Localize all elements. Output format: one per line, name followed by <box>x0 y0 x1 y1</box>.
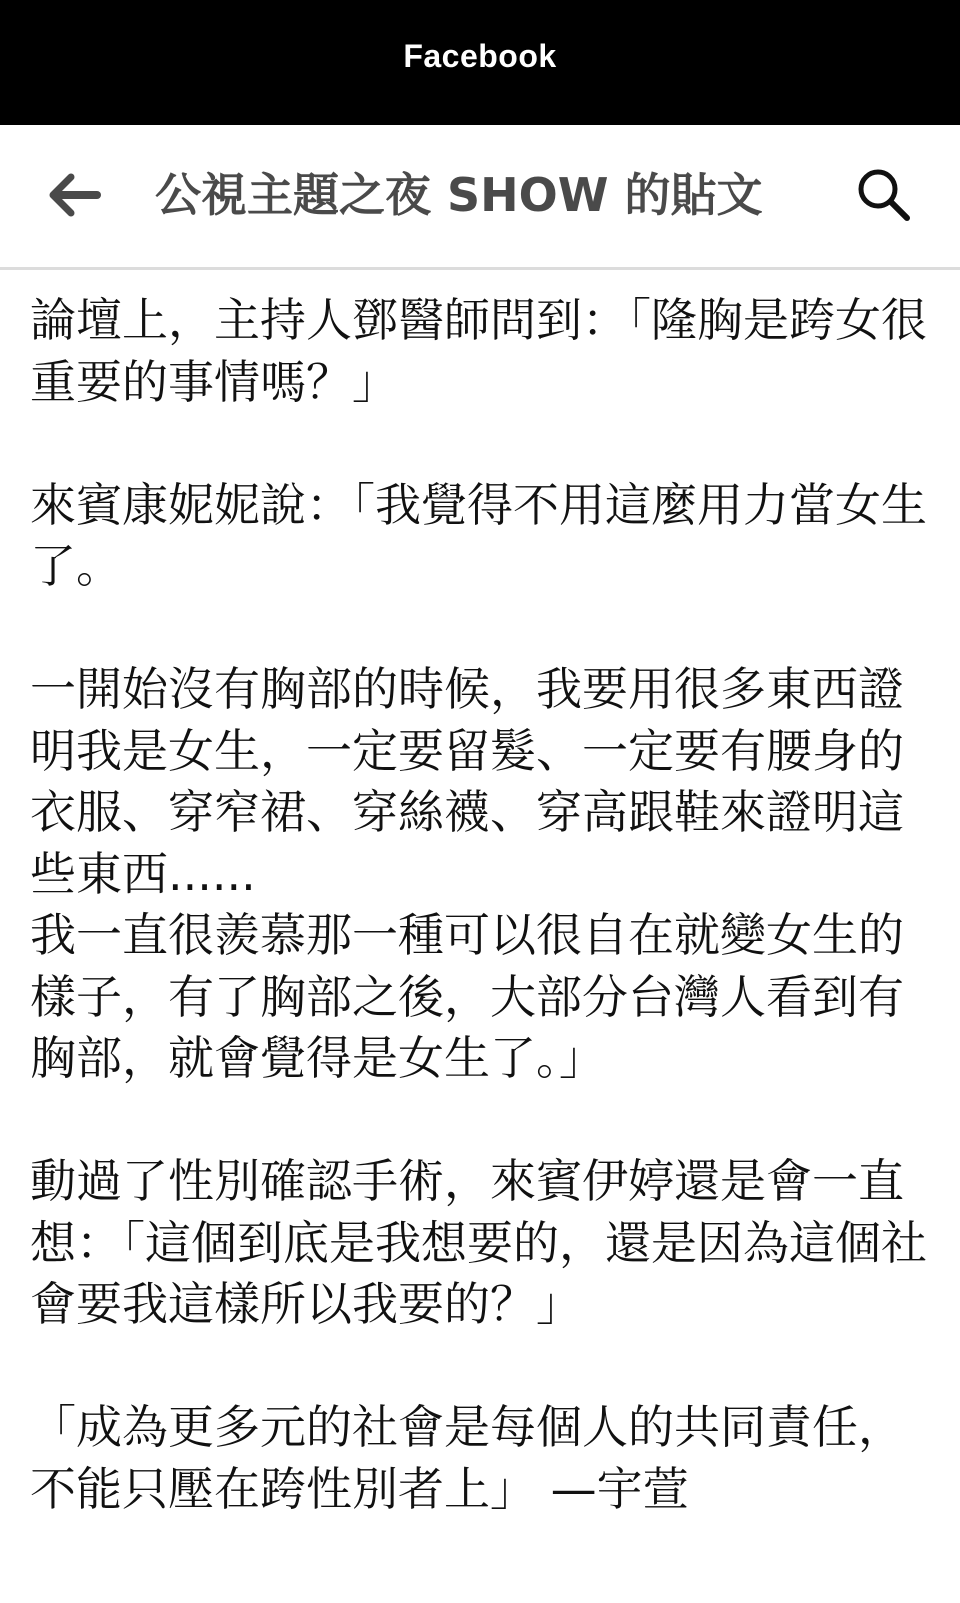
post-paragraph-5: 「成為更多元的社會是每個人的共同責任，不能只壓在跨性別者上」 —宇萱 <box>30 1400 904 1516</box>
search-button[interactable] <box>852 163 916 227</box>
page-title: 公視主題之夜 SHOW 的貼文 <box>155 168 763 222</box>
back-button[interactable] <box>44 165 104 225</box>
paragraph-spacer <box>30 413 935 475</box>
search-icon <box>855 166 913 224</box>
paragraph-spacer <box>30 598 935 660</box>
page-header <box>0 125 960 270</box>
status-bar <box>0 0 960 125</box>
paragraph-spacer <box>30 1336 935 1398</box>
post-body <box>30 290 935 1520</box>
post-paragraph-3: 一開始沒有胸部的時候，我要用很多東西證明我是女生，一定要留髮、一定要有腰身的衣服、穿窄裙、穿絲襪、穿高跟鞋來證明這些東西...... 我一直很羨慕那一種可以很自在就變女生的樣子，有了胸部之後，大部分台灣人看到有胸部，就會覺得是女生了。」 <box>30 662 904 1085</box>
post-paragraph-2: 來賓康妮妮說：「我覺得不用這麼用力當女生了。 <box>30 477 927 593</box>
app-title: Facebook <box>403 38 557 74</box>
post-paragraph-1: 論壇上，主持人鄧醫師問到：「隆胸是跨女很重要的事情嗎？」 <box>30 293 927 409</box>
post-paragraph-4: 動過了性別確認手術，來賓伊婷還是會一直想：「這個到底是我想要的，還是因為這個社會要我這樣所以我要的？」 <box>30 1154 927 1331</box>
paragraph-spacer <box>30 1090 935 1152</box>
arrow-left-icon <box>47 173 101 217</box>
